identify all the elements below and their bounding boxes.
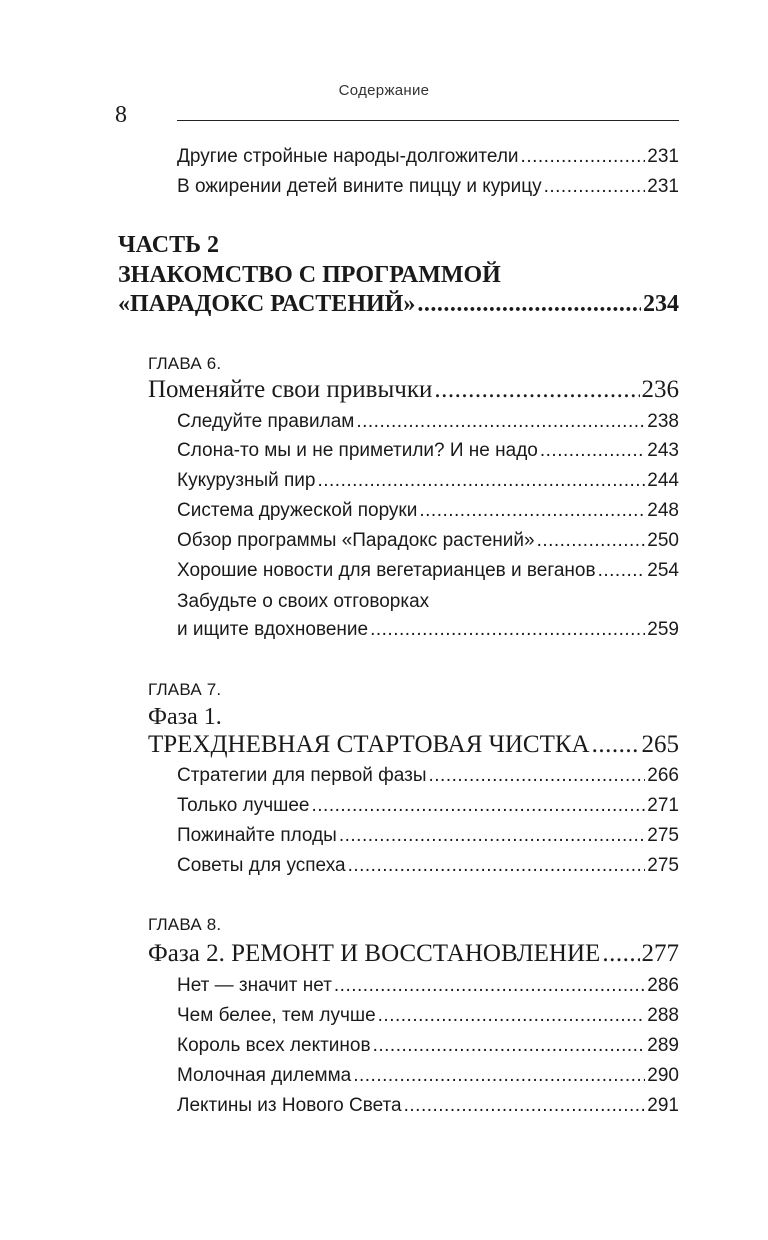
toc-entry-page: 243 [647, 440, 679, 461]
leader-dots [378, 1005, 646, 1027]
toc-entry-page: 289 [647, 1035, 679, 1056]
toc-entry-page: 266 [647, 765, 679, 786]
chapter-title: ТРЕХДНЕВНАЯ СТАРТОВАЯ ЧИСТКА [148, 731, 590, 758]
toc-entry-title: В ожирении детей вините пиццу и курицу [177, 176, 542, 197]
toc-entry-page: 275 [647, 825, 679, 846]
toc-entry-page: 250 [647, 530, 679, 551]
toc-entry [177, 530, 679, 552]
chapter-label: ГЛАВА 6. [148, 354, 222, 373]
toc-entry-page: 286 [647, 975, 679, 996]
toc-entry-title: Другие стройные народы-долгожители [177, 146, 519, 167]
toc-entry [177, 1035, 679, 1057]
toc-entry-page: 275 [647, 855, 679, 876]
leader-dots [317, 470, 645, 492]
leader-dots [353, 1065, 645, 1087]
chapter-label: ГЛАВА 7. [148, 680, 222, 699]
toc-entry [177, 825, 679, 847]
leader-dots [544, 176, 646, 198]
toc-entry-title: и ищите вдохновение [177, 619, 369, 640]
toc-entry-page: 244 [647, 470, 679, 491]
toc-entry-title-line: Забудьте о своих отговорках [177, 591, 430, 612]
toc-entry [177, 1095, 679, 1117]
toc-entry [177, 975, 679, 997]
toc-entry-title: Король всех лектинов [177, 1035, 371, 1056]
leader-dots [334, 975, 645, 997]
leader-dots [598, 560, 646, 582]
toc-entry-title: Слона-то мы и не приметили? И не надо [177, 440, 538, 461]
leader-dots [356, 411, 645, 433]
toc-entry [177, 795, 679, 817]
toc-entry-page: 271 [647, 795, 679, 816]
toc-entry-page: 259 [647, 619, 679, 640]
toc-entry-page: 231 [647, 146, 679, 167]
toc-entry [177, 440, 679, 462]
toc-entry [177, 176, 679, 198]
leader-dots [370, 619, 645, 641]
running-title: Содержание [338, 82, 430, 99]
toc-entry-page: 290 [647, 1065, 679, 1086]
toc-entry-page: 231 [647, 176, 679, 197]
toc-entry-title: Следуйте правилам [177, 411, 355, 432]
toc-entry-title: Хорошие новости для вегетарианцев и веганов [177, 560, 596, 581]
leader-dots [348, 855, 646, 877]
leader-dots [417, 291, 641, 318]
toc-entry-title: Только лучшее [177, 795, 310, 816]
chapter-page: 236 [641, 376, 679, 403]
chapter-title-entry [148, 940, 679, 968]
leader-dots [419, 500, 645, 522]
leader-dots [537, 530, 646, 552]
leader-dots [434, 376, 639, 404]
toc-entry-title: Советы для успеха [177, 855, 346, 876]
toc-entry [177, 500, 679, 522]
toc-entry-page: 291 [647, 1095, 679, 1116]
toc-entry-page: 254 [647, 560, 679, 581]
toc-entry-title: Система дружеской поруки [177, 500, 418, 521]
part-label: ЧАСТЬ 2 [118, 232, 219, 258]
chapter-page: 277 [641, 940, 679, 967]
toc-entry-page: 248 [647, 500, 679, 521]
toc-entry-title: Чем белее, тем лучше [177, 1005, 376, 1026]
part-title-entry [118, 291, 679, 318]
page-number: 8 [115, 102, 127, 128]
chapter-title-entry [148, 731, 679, 759]
leader-dots [521, 146, 646, 168]
part-title: «ПАРАДОКС РАСТЕНИЙ» [118, 291, 416, 317]
toc-entry [177, 855, 679, 877]
chapter-title-line: Фаза 1. [148, 704, 222, 730]
leader-dots [312, 795, 646, 817]
chapter-title: Фаза 2. РЕМОНТ И ВОССТАНОВЛЕНИЕ [148, 940, 601, 967]
part-title-line: ЗНАКОМСТВО С ПРОГРАММОЙ [118, 262, 501, 288]
chapter-title-entry [148, 376, 679, 404]
toc-entry [177, 765, 679, 787]
header-divider [177, 120, 679, 121]
toc-entry-title: Кукурузный пир [177, 470, 316, 491]
leader-dots [373, 1035, 646, 1057]
leader-dots [339, 825, 645, 847]
toc-entry-title: Стратегии для первой фазы [177, 765, 427, 786]
chapter-page: 265 [641, 731, 679, 758]
leader-dots [592, 731, 640, 759]
toc-entry-page: 238 [647, 411, 679, 432]
toc-entry [177, 1005, 679, 1027]
leader-dots [429, 765, 646, 787]
toc-entry [177, 619, 679, 641]
toc-entry [177, 560, 679, 582]
leader-dots [540, 440, 645, 462]
toc-entry-title: Пожинайте плоды [177, 825, 337, 846]
toc-entry [177, 146, 679, 168]
toc-entry [177, 470, 679, 492]
toc-entry-title: Обзор программы «Парадокс растений» [177, 530, 535, 551]
chapter-label: ГЛАВА 8. [148, 915, 222, 934]
toc-entry-title: Лектины из Нового Света [177, 1095, 402, 1116]
toc-entry-page: 288 [647, 1005, 679, 1026]
chapter-title: Поменяйте свои привычки [148, 376, 433, 403]
part-page: 234 [643, 291, 679, 317]
toc-entry-title: Молочная дилемма [177, 1065, 352, 1086]
toc-entry [177, 411, 679, 433]
toc-entry-title: Нет — значит нет [177, 975, 332, 996]
leader-dots [602, 940, 639, 968]
toc-entry [177, 1065, 679, 1087]
leader-dots [404, 1095, 646, 1117]
